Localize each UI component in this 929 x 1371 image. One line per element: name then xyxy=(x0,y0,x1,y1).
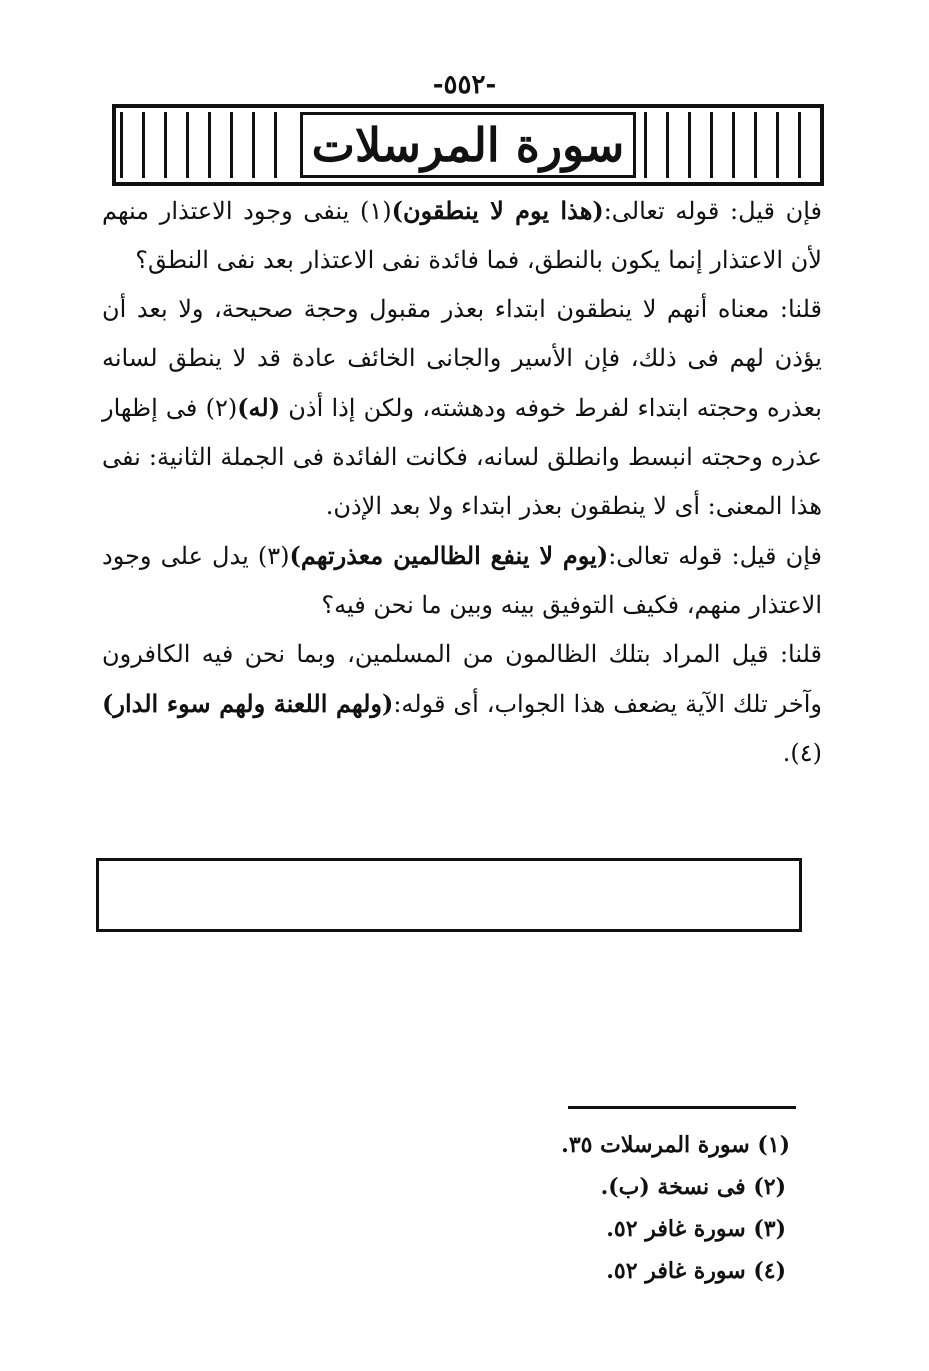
paragraph-answer-2 xyxy=(102,630,822,778)
text-span: فإن قيل: قوله تعالى: xyxy=(608,542,823,570)
surah-title-banner xyxy=(112,104,824,186)
text-span: قلنا: معناه أنهم لا ينطقون ابتداء بعذر مقبول وحجة صحيحة، ولا بعد أن يؤذن لهم فى ذلك، فإن الأسير والجانى الخائف عادة قد لا ينطق لسانه بعذره وحجته ابتداء لفرط خوفه ودهشته، ولكن إذا أذن xyxy=(102,295,822,422)
page-number: -٥٥٢- xyxy=(432,70,497,100)
section-divider-frame xyxy=(96,858,802,932)
footnote-4: (٤) سورة غافر ٥٢. xyxy=(606,1258,786,1284)
paragraph-answer-1 xyxy=(102,285,822,531)
text-span: (٢) فى إظهار عذره وحجته انبسط وانطلق لسانه، فكانت الفائدة فى الجملة الثانية: نفى هذا المعنى: أى لا ينطقون بعذر ابتداء ولا بعد الإذن. xyxy=(102,394,822,520)
paragraph-question-2 xyxy=(102,531,822,630)
text-span: قلنا: قيل المراد بتلك الظالمون من المسلمين، وبما نحن فيه الكافرون وآخر تلك الآية يضعف هذا الجواب، أى قوله: xyxy=(102,640,823,718)
footnote-2: (٢) فى نسخة (ب). xyxy=(600,1174,786,1200)
quran-quote: (هذا يوم لا ينطقون) xyxy=(391,196,604,225)
surah-title: سورة المرسلات xyxy=(300,112,636,178)
quran-quote: (يوم لا ينفع الظالمين معذرتهم) xyxy=(289,541,609,570)
quran-quote: (له) xyxy=(237,393,281,422)
footnote-separator xyxy=(568,1106,796,1109)
footnote-3: (٣) سورة غافر ٥٢. xyxy=(606,1216,786,1242)
text-span: (١) ينفى وجود الاعتذار منهم لأن الاعتذار إنما يكون بالنطق، فما فائدة نفى الاعتذار بعد نفى النطق؟ xyxy=(102,197,822,274)
footnotes xyxy=(420,1124,790,1292)
text-span: (٤). xyxy=(782,739,822,767)
ornament-bars-left xyxy=(120,112,292,178)
text-span: (٣) يدل على وجود الاعتذار منهم، فكيف التوفيق بينه وبين ما نحن فيه؟ xyxy=(102,542,822,619)
ornament-bars-right xyxy=(644,112,816,178)
footnote-1: (١) سورة المرسلات ٣٥. xyxy=(561,1132,790,1158)
text-span: فإن قيل: قوله تعالى: xyxy=(603,197,823,225)
quran-quote: (ولهم اللعنة ولهم سوء الدار) xyxy=(102,689,394,718)
paragraph-question-1 xyxy=(102,186,822,285)
main-text xyxy=(102,186,822,778)
